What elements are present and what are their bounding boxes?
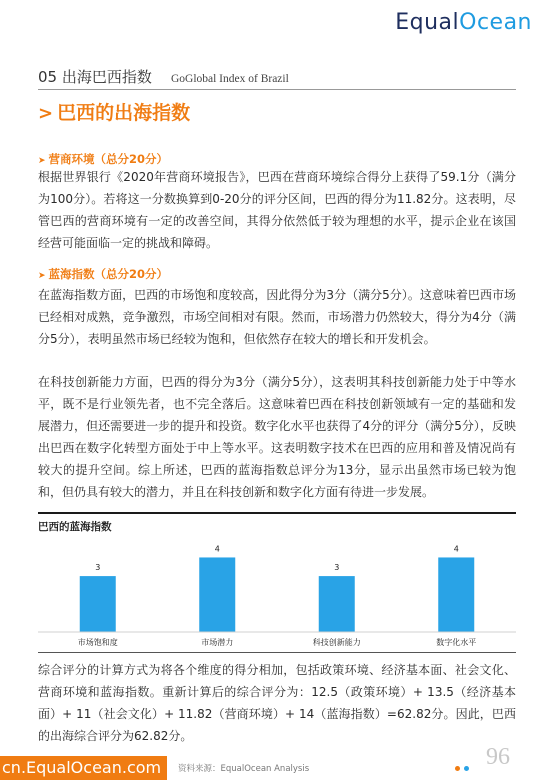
section-title: 05 出海巴西指数 xyxy=(38,68,152,86)
footer-source: 资料来源：EqualOcean Analysis xyxy=(178,764,310,774)
equalocean-logo xyxy=(395,10,532,35)
header-divider xyxy=(38,89,516,90)
business-env-paragraph: 根据世界银行《2020年营商环境报告》，巴西在营商环境综合得分上获得了59.1分（满分为100分）。若将这一分数换算到0-20分的评分区间，巴西的得分为11.82分。这表明，尽管巴西的营商环境有一定的改善空间，其得分依然低于较为理想的水平，提示企业在该国经营可能面临一定的挑战和障碍。 xyxy=(38,170,516,250)
triangle-right-icon: ➤ xyxy=(38,156,46,166)
chart-bottom-divider xyxy=(38,652,516,653)
chevron-right-icon: > xyxy=(38,103,54,124)
bar-2 xyxy=(319,576,355,632)
chart-title: 巴西的蓝海指数 xyxy=(38,521,112,533)
category-label-2: 科技创新能力 xyxy=(312,638,361,647)
business-env-heading-text: 营商环境（总分20分） xyxy=(48,152,169,166)
category-label-0: 市场饱和度 xyxy=(77,638,118,647)
blue-ocean-bar-chart xyxy=(38,514,516,652)
category-label-1: 市场潜力 xyxy=(201,638,234,647)
footer-site-link[interactable]: cn.EqualOcean.com xyxy=(0,756,167,780)
bar-value-label-1: 4 xyxy=(214,544,220,554)
blue-ocean-paragraph-2: 在科技创新能力方面，巴西的得分为3分（满分5分），这表明其科技创新能力处于中等水平，既不是行业领先者，也不完全落后。这意味着巴西在科技创新领域有一定的基础和发展潜力，但还需要进一步的提升和投资。数字化水平也获得了4分的评分（满分5分），反映出巴西在数字化转型方面处于中上等水平。这表明数字技术在巴西的应用和普及情况尚有较大的提升空间。综上所述，巴西的蓝海指数总评分为13分，显示出虽然市场已较为饱和，但仍具有较大的潜力，并且在科技创新和数字化方面有待进一步发展。 xyxy=(38,375,516,499)
blue-ocean-heading-text: 蓝海指数（总分20分） xyxy=(48,267,169,281)
bar-0 xyxy=(80,576,116,632)
section-english-title: GoGlobal Index of Brazil xyxy=(170,73,289,85)
footer-dots-decoration xyxy=(455,756,473,775)
bar-value-label-0: 3 xyxy=(95,563,101,573)
logo-part-equal: Equal xyxy=(395,10,460,35)
bar-1 xyxy=(199,557,235,632)
triangle-right-icon: ➤ xyxy=(38,271,46,281)
summary-paragraph: 综合评分的计算方式为将各个维度的得分相加，包括政策环境、经济基本面、社会文化、营商环境和蓝海指数。重新计算后的综合评分为：12.5（政策环境）+ 13.5（经济基本面）+ 11（社会文化）+ 11.82（营商环境）+ 14（蓝海指数）=62.82分。因此，巴西的出海综合评分为62.82分。 xyxy=(38,663,516,743)
bar-value-label-2: 3 xyxy=(334,563,340,573)
orange-dot-icon xyxy=(455,766,460,771)
logo-part-ocean: Ocean xyxy=(459,10,532,35)
blue-ocean-paragraph-1: 在蓝海指数方面，巴西的市场饱和度较高，因此得分为3分（满分5分）。这意味着巴西市场已经相对成熟，竞争激烈，市场空间相对有限。然而，市场潜力仍然较大，得分为4分（满分5分），表明虽然市场已经较为饱和，但依然存在较大的增长和开发机会。 xyxy=(38,288,516,346)
page-title-text: 巴西的出海指数 xyxy=(57,102,191,124)
bar-3 xyxy=(438,557,474,632)
business-env-heading xyxy=(38,151,168,167)
blue-ocean-heading xyxy=(38,266,168,282)
blue-dot-icon xyxy=(464,766,469,771)
category-label-3: 数字化水平 xyxy=(436,638,477,647)
page-title xyxy=(38,98,190,125)
page-number: 96 xyxy=(486,744,510,770)
section-header xyxy=(38,66,289,87)
bar-value-label-3: 4 xyxy=(453,544,459,554)
